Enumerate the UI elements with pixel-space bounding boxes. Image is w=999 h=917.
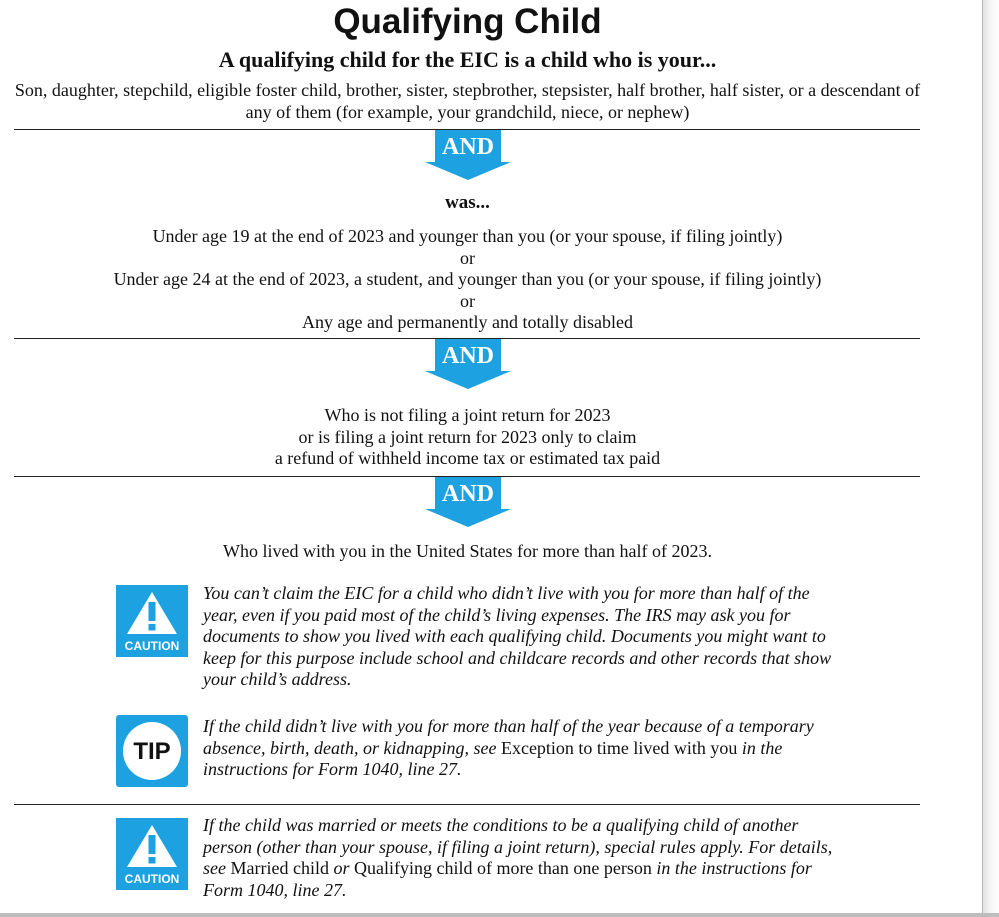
tip-note-text xyxy=(203,716,843,781)
caution-icon-label: CAUTION xyxy=(124,639,180,653)
page-subtitle: A qualifying child for the EIC is a child who is your... xyxy=(218,47,717,72)
joint-return-line-1: Who is not filing a joint return for 2023 xyxy=(324,405,611,425)
tip-icon-label: TIP xyxy=(133,738,171,765)
tip-icon xyxy=(116,715,188,787)
caution-note-2-text xyxy=(203,815,843,901)
and-label: AND xyxy=(442,343,494,369)
tip-text-after: in the instructions for Form 1040, line 27. xyxy=(203,737,783,779)
page-edge-shadow xyxy=(982,0,999,917)
age-condition-3: Any age and permanently and totally disabled xyxy=(302,312,633,332)
and-connector xyxy=(425,130,511,180)
age-condition-2: Under age 24 at the end of 2023, a student, and younger than you (or your spouse, if filing jointly) xyxy=(113,269,822,289)
residency-text: Who lived with you in the United States for more than half of 2023. xyxy=(223,541,712,561)
page-title: Qualifying Child xyxy=(333,2,602,41)
was-label: was... xyxy=(445,192,490,213)
page-bottom-edge xyxy=(0,913,999,917)
relationship-text: Son, daughter, stepchild, eligible foster child, brother, sister, stepbrother, stepsister, half brother, half sister, or a descendant of any of them (for example, your grandchild, niece, or nephew) xyxy=(14,80,921,122)
caution-2-text-mid: or xyxy=(328,858,354,878)
caution-icon xyxy=(116,585,188,657)
and-connector xyxy=(425,339,511,389)
caution-2-text-after: in the instructions for Form 1040, line 27. xyxy=(203,858,812,900)
caution-2-reference-1: Married child xyxy=(230,858,329,878)
caution-icon xyxy=(116,818,188,890)
and-label: AND xyxy=(442,134,494,160)
section-divider xyxy=(14,804,920,805)
tip-text-before: If the child didn’t live with you for more than half of the year because of a temporary absence, birth, death, or kidnapping, see xyxy=(203,716,814,758)
tip-reference: Exception to time lived with you xyxy=(500,737,738,758)
caution-note-1-text: You can’t claim the EIC for a child who didn’t live with you for more than half of the year, even if you paid most of the child’s living expenses. The IRS may ask you for documents to show you lived with each qualifying child. Documents you might want to keep for this purpose include school and childcare records and other records that show your child’s address. xyxy=(203,583,832,689)
joint-return-line-3: a refund of withheld income tax or estimated tax paid xyxy=(274,448,661,468)
joint-return-line-2: or is filing a joint return for 2023 only to claim xyxy=(298,426,637,447)
caution-2-reference-2: Qualifying child of more than one person xyxy=(353,858,652,878)
and-label: AND xyxy=(442,481,494,507)
caution-2-text-before: If the child was married or meets the conditions to be a qualifying child of another person (other than your spouse, if filing a joint return), special rules apply. For details, see xyxy=(203,815,833,878)
and-connector xyxy=(425,477,511,527)
caution-icon-label: CAUTION xyxy=(124,872,180,886)
age-condition-or-2: or xyxy=(460,290,475,311)
age-condition-1: Under age 19 at the end of 2023 and younger than you (or your spouse, if filing jointly) xyxy=(152,226,783,246)
age-condition-or-1: or xyxy=(460,247,475,268)
